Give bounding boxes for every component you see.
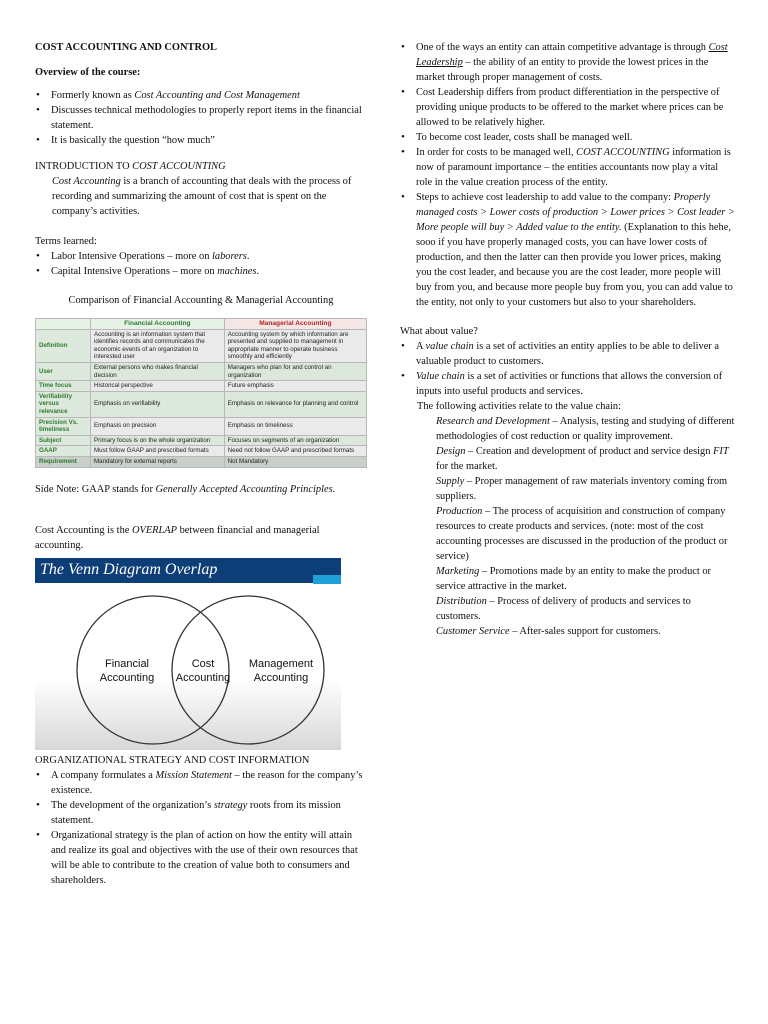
row-header: GAAP [36,446,91,457]
table-cell: Emphasis on precision [91,417,225,435]
table-cell: Must follow GAAP and prescribed formats [91,446,225,457]
list-item: • Steps to achieve cost leadership to add value to the company: Properly managed costs > Lower costs of production > Lower prices > Cost leader > More people will buy > Added value to the entity. (Explanation to this hehe, sooo if you have properly managed costs, you can have lower costs of production, and then the latter can then provide you lower prices, making you the cost leader, and because you are the cost leader, more people will buy from you, and because more people buy from you, you can add value to the entity, not only to your customers but also to your shareholders. [400,190,735,310]
right-column [400,40,735,639]
list-item: • A company formulates a Mission Statement – the reason for the company’s existence. [35,768,367,798]
value-chain-item: Production – The process of acquisition and construction of company resources to create products and services. (note: most of the cost accounting processes are discussed in the production of the product or service) [436,506,728,562]
table-cell: Focuses on segments of an organization [224,435,366,446]
table-cell: Emphasis on relevance for planning and control [224,391,366,417]
list-item: • Discusses technical methodologies to properly report items in the financial statement. [35,103,367,133]
value-chain-item: Design – Creation and development of product and service design FIT for the market. [436,446,729,472]
overview-list [35,88,367,148]
list-item: • In order for costs to be managed well, COST ACCOUNTING information is now of paramount importance – the entities accountants now play a vital role in the value creation process of the entity. [400,145,735,190]
management-accounting-label: Management Accounting [248,657,314,684]
row-header: Subject [36,435,91,446]
comparison-title: Comparison of Financial Accounting & Managerial Accounting [68,295,334,306]
table-row [36,456,367,467]
venn-banner-title: The Venn Diagram Overlap [40,560,218,578]
table-row [36,446,367,457]
table-header-cell [36,319,91,330]
list-item: • Value chain is a set of activities or functions that allows the conversion of inputs into useful products and services. [400,369,735,399]
row-header: Requirement [36,456,91,467]
row-header: Definition [36,329,91,362]
list-item: • The development of the organization’s strategy roots from its mission statement. [35,798,367,828]
table-header-cell: Managerial Accounting [224,319,366,330]
list-item: • Cost Leadership differs from product differentiation in the perspective of providing unique products to be offered to the market where prices can be allowed to be relatively higher. [400,85,735,130]
table-row [36,329,367,362]
table-cell: Not Mandatory [224,456,366,467]
table-cell: Mandatory for external reports [91,456,225,467]
intro-heading: INTRODUCTION TO COST ACCOUNTING [35,161,226,172]
table-header-row [36,319,367,330]
list-item: • Formerly known as Cost Accounting and Cost Management [35,88,367,103]
list-item: • Capital Intensive Operations – more on machines. [35,264,367,279]
org-heading: ORGANIZATIONAL STRATEGY AND COST INFORMATION [35,754,310,766]
cost-accounting-label: Cost Accounting [175,657,231,684]
value-chain-item: Customer Service – After-sales support for customers. [436,626,661,637]
cost-leadership-list [400,40,735,310]
value-chain-intro: The following activities relate to the value chain: [417,401,621,412]
list-item: • Organizational strategy is the plan of action on how the entity will attain and realize its goal and objectives with the use of their own resources that will be able to contribute to the creation of value both to consumers and shareholders. [35,828,367,888]
side-note: Side Note: GAAP stands for Generally Accepted Accounting Principles. [35,483,336,495]
table-cell: External persons who makes financial decision [91,362,225,380]
table-row [36,391,367,417]
table-cell: Historical perspective [91,381,225,392]
terms-list [35,249,367,279]
left-column [35,40,367,888]
row-header: Precision Vs. timeliness [36,417,91,435]
row-header: Verifiability versus relevance [36,391,91,417]
terms-heading: Terms learned: [35,236,97,247]
table-cell: Managers who plan for and control an organization [224,362,366,380]
table-cell: Need not follow GAAP and prescribed formats [224,446,366,457]
table-cell: Future emphasis [224,381,366,392]
document-title: COST ACCOUNTING AND CONTROL [35,42,217,53]
table-row [36,381,367,392]
table-cell: Accounting is an information system that identifies records and communicates the economic events of an organization to interested user [91,329,225,362]
list-item: • To become cost leader, costs shall be managed well. [400,130,735,145]
overview-heading: Overview of the course: [35,67,141,78]
value-chain-item: Supply – Proper management of raw materials inventory coming from suppliers. [436,476,728,502]
value-chain-item: Marketing – Promotions made by an entity to make the product or service attractive in the market. [436,566,712,592]
table-cell: Primary focus is on the whole organization [91,435,225,446]
value-chain-activities [400,414,735,639]
value-list [400,339,735,399]
row-header: User [36,362,91,380]
table-row [36,362,367,380]
list-item: • It is basically the question “how much” [35,133,367,148]
financial-accounting-label: Financial Accounting [99,657,155,684]
org-list [35,768,367,888]
table-cell: Emphasis on verifiability [91,391,225,417]
table-cell: Emphasis on timeliness [224,417,366,435]
list-item: • A value chain is a set of activities an entity applies to be able to deliver a valuable product to customers. [400,339,735,369]
table-header-cell: Financial Accounting [91,319,225,330]
table-cell: Accounting system by which information are presented and supplied to management in appropriate manner to operate business smoothly and efficiently [224,329,366,362]
list-item: • Labor Intensive Operations – more on laborers. [35,249,367,264]
comparison-table [35,318,367,468]
value-heading: What about value? [400,326,478,337]
table-row [36,417,367,435]
list-item: • One of the ways an entity can attain competitive advantage is through Cost Leadership – the ability of an entity to provide the lowest prices in the market through proper management of costs. [400,40,735,85]
value-chain-item: Research and Development – Analysis, testing and studying of different methodologies of cost reduction or quality improvement. [436,416,735,442]
value-chain-item: Distribution – Process of delivery of products and services to customers. [436,596,691,622]
row-header: Time focus [36,381,91,392]
venn-diagram [35,558,341,750]
intro-paragraph: Cost Accounting is a branch of accounting that deals with the process of recording and summarizing the amount of cost that is spent on the company’s activities. [52,176,352,217]
overlap-paragraph: Cost Accounting is the OVERLAP between financial and managerial accounting. [35,524,320,551]
table-row [36,435,367,446]
venn-circles [35,558,341,750]
